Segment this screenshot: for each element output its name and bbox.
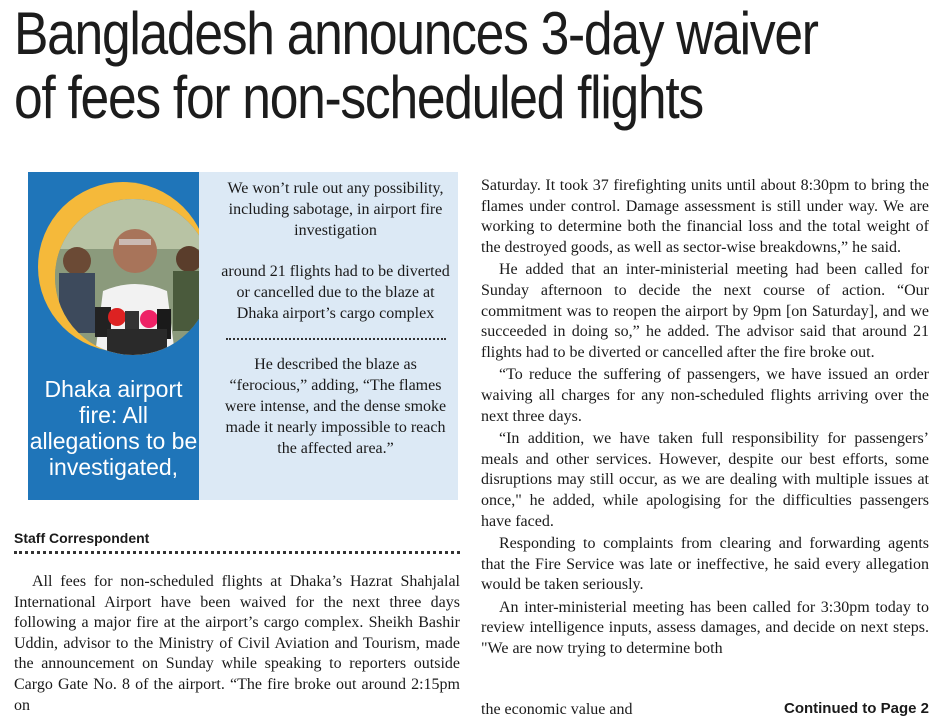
pull-quote-1: We won’t rule out any possibility, including sabotage, in airport fire investigation: [227, 180, 444, 239]
paragraph: “In addition, we have taken full responsibility for passengers’ meals and other services. However, despite our best efforts, some disruptions may still occur, as we are dealing with multiple issues at once," he added, while apologising for the difficulties passengers have faced.: [481, 430, 929, 530]
dotted-divider: [226, 338, 446, 340]
photo-ring: [38, 182, 199, 352]
pull-quote-3: He described the blaze as “ferocious,” adding, “The flames were intense, and the dense smoke made it nearly impossible to reach the affected area.”: [224, 356, 447, 457]
headline: [14, 0, 818, 131]
article-column-left: [14, 572, 460, 716]
pull-quote-2: around 21 flights had to be diverted or cancelled due to the blaze at Dhaka airport’s cargo complex: [221, 263, 450, 322]
pull-quotes: [218, 178, 453, 459]
byline: Staff Correspondent: [14, 530, 150, 546]
continued-link[interactable]: Continued to Page 2: [783, 700, 929, 717]
headline-line-1: Bangladesh announces 3-day waiver: [14, 0, 818, 67]
paragraph: All fees for non-scheduled flights at Dhaka’s Hazrat Shahjalal International Airport have been waived for the next three days following a major fire at the airport’s cargo complex. Sheikh Bashir Uddin, advisor to the Ministry of Civil Aviation and Tourism, made the announcement on Sunday while speaking to reporters outside Cargo Gate No. 8 of the airport. “The fire broke out around 2:15pm on: [14, 573, 460, 714]
paragraph: Saturday. It took 37 firefighting units until about 8:30pm to bring the flames under control. Damage assessment is still under way. We are working to determine both the financial loss and the total weight of the destroyed goods, as well as sector-wise breakdowns,” he said.: [481, 177, 929, 256]
paragraph: He added that an inter-ministerial meeting had been called for Sunday afternoon to decide the next course of action. “Our commitment was to reopen the airport by 9pm [on Saturday], and we succeeded in doing so,” he added. The advisor said that around 21 flights had to be diverted or cancelled after the fire broke out.: [481, 261, 929, 361]
byline-divider: [14, 551, 460, 554]
paragraph: An inter-ministerial meeting has been called for 3:30pm today to review intelligence inputs, assess damages, and decide on next steps. "We are now trying to determine both: [481, 598, 929, 658]
photo-illustration: [55, 199, 199, 355]
last-line: the economic value and: [481, 701, 633, 718]
article-column-right: [481, 176, 929, 660]
sidebar-box: [28, 172, 458, 500]
paragraph: Responding to complaints from clearing and forwarding agents that the Fire Service was late or ineffective, he said every allegation would be taken seriously.: [481, 535, 929, 594]
advisor-photo: [55, 199, 199, 355]
paragraph: “To reduce the suffering of passengers, we have issued an order waiving all charges for any non-scheduled flights arriving over the next three days.: [481, 366, 929, 425]
headline-line-2: of fees for non-scheduled flights: [14, 64, 703, 131]
sidebar-blue-panel: [28, 172, 199, 500]
panel-caption: Dhaka airport fire: All allegations to be investigated,: [29, 376, 198, 480]
